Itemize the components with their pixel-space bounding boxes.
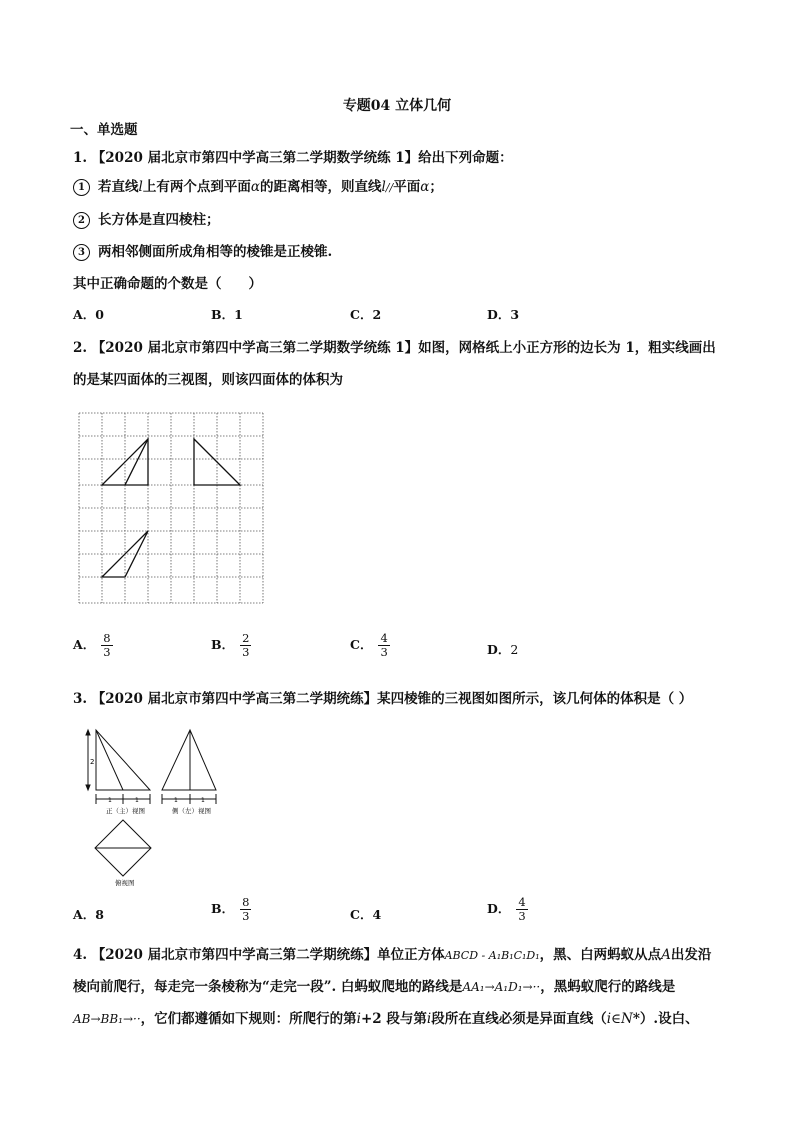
dim-front-right-label: 1 (135, 797, 139, 804)
pyramid-three-view-figure (84, 722, 234, 887)
grid-lines (79, 413, 263, 603)
q2-option-c: C． $\frac{4}{3}$ (350, 631, 388, 659)
three-view-grid-figure (76, 408, 266, 608)
q1-option-c: C．2 (350, 307, 382, 322)
dim-side-right-label: 1 (201, 797, 205, 804)
q1-ask: 其中正确命题的个数是（ ） (73, 276, 262, 292)
q3-option-b: B． $\frac{8}{3}$ (211, 895, 250, 923)
q4-line1: 4. 【2020 届北京市第四中学高三第二学期统练】单位正方体ABCD - A₁B₁C₁D₁，黑、白两蚂蚁从点A出发沿 (73, 947, 712, 963)
q2-option-b: B． $\frac{2}{3}$ (211, 631, 250, 659)
q3-option-a: A．8 (73, 907, 104, 922)
q1-proposition-2: 2 长方体是直四棱柱； (73, 208, 220, 229)
page-title: 专题04 立体几何 (342, 98, 452, 114)
q1-stem: 1. 【2020 届北京市第四中学高三第二学期数学统练 1】给出下列命题： (73, 150, 513, 166)
dim-height-label: 2 (90, 758, 95, 766)
front-view-outline (102, 439, 148, 485)
q1-option-b: B．1 (211, 307, 243, 322)
circled-number: 1 (73, 179, 90, 196)
circled-number: 2 (73, 212, 90, 229)
q1-proposition-3: 3 两相邻侧面所成角相等的棱锥是正棱锥. (73, 240, 332, 261)
front-view (86, 730, 150, 804)
top-view-label: 俯视图 (115, 879, 135, 887)
dim-front-left-label: 1 (108, 797, 112, 804)
section-heading: 一、单选题 (70, 122, 138, 138)
q2-option-a: A． $\frac{8}{3}$ (73, 631, 111, 659)
q2-stem-line2: 的是某四面体的三视图，则该四面体的体积为 (73, 372, 343, 388)
circled-number: 3 (73, 244, 90, 261)
front-view-label: 正（主）视图 (106, 807, 145, 815)
q3-option-c: C．4 (350, 907, 382, 922)
q1-option-a: A．0 (73, 307, 104, 322)
q2-option-d: D．2 (487, 642, 519, 657)
side-view-outline (194, 439, 240, 485)
front-view-inner-edge (125, 439, 148, 485)
dim-side-left-label: 1 (174, 797, 178, 804)
q1-proposition-1: 1 若直线l上有两个点到平面α的距离相等，则直线l//平面α； (73, 175, 443, 196)
q2-stem-line1: 2. 【2020 届北京市第四中学高三第二学期数学统练 1】如图，网格纸上小正方形的边长为 1，粗实线画出 (73, 340, 716, 356)
q1-option-d: D．3 (487, 307, 520, 322)
q4-line3: AB→BB₁→··，它们都遵循如下规则：所爬行的第i+2 段与第i段所在直线必须是异面直线（i∈N*）.设白、 (73, 1011, 699, 1027)
side-view-label: 侧（左）视图 (172, 807, 211, 815)
q4-line2: 棱向前爬行，每走完一条棱称为“走完一段”. 白蚂蚁爬地的路线是AA₁→A₁D₁→··，黑蚂蚁爬行的路线是 (73, 979, 676, 995)
q3-option-d: D． $\frac{4}{3}$ (487, 895, 526, 923)
top-view (95, 820, 151, 876)
side-view (162, 730, 216, 804)
q3-stem: 3. 【2020 届北京市第四中学高三第二学期统练】某四棱锥的三视图如图所示，该几何体的体积是（ ） (73, 691, 693, 707)
